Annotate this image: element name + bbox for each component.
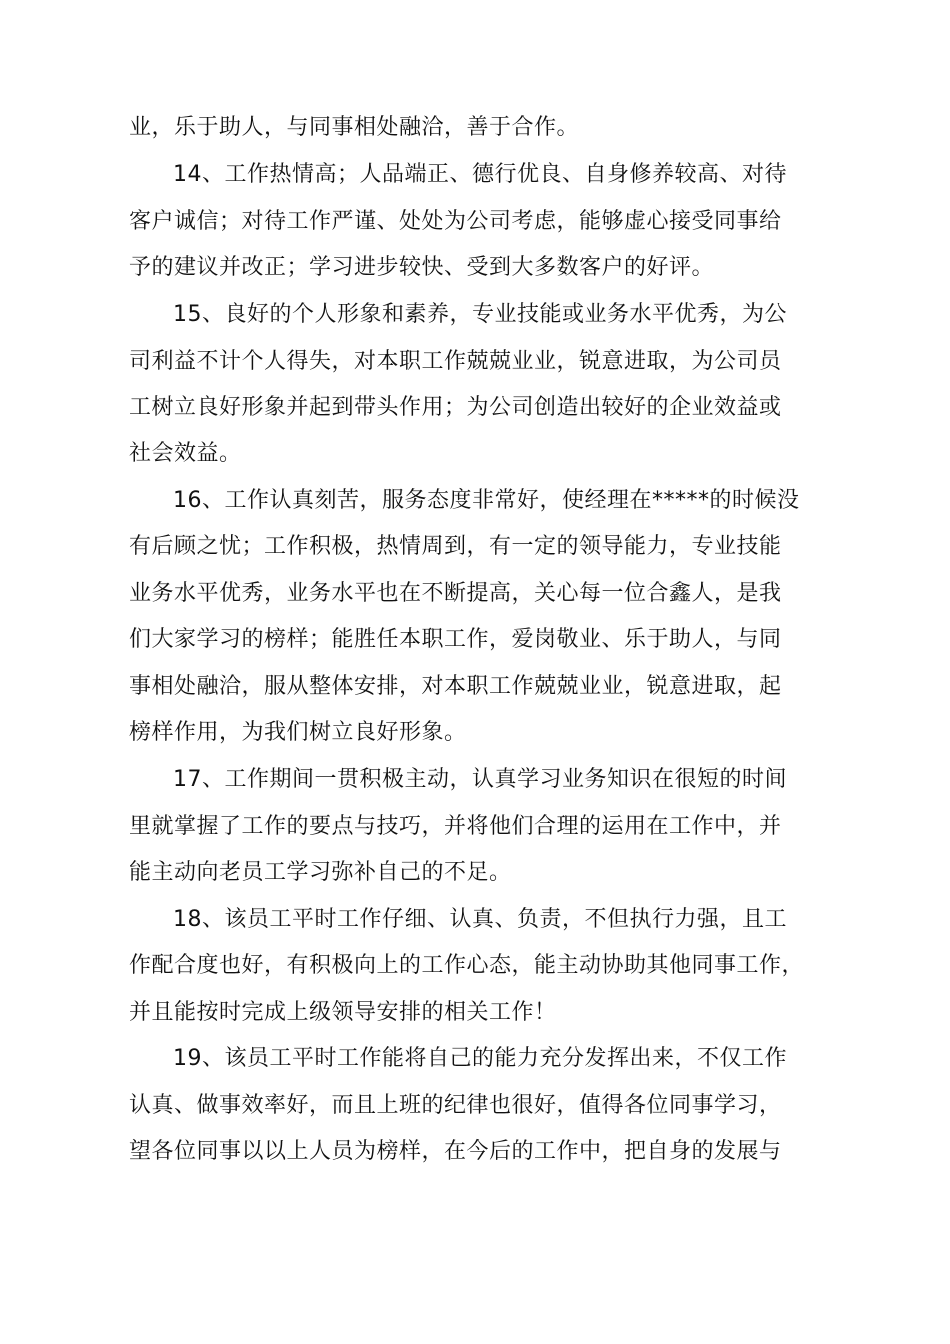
text-line: 工树立良好形象并起到带头作用；为公司创造出较好的企业效益或: [129, 395, 782, 420]
text-line: 业务水平优秀，业务水平也在不断提高，关心每一位合鑫人，是我: [129, 581, 782, 606]
text-line: 业，乐于助人，与同事相处融洽，善于合作。: [129, 115, 580, 140]
text-line: 们大家学习的榜样；能胜任本职工作，爱岗敬业、乐于助人，与同: [129, 627, 782, 652]
text-line: 客户诚信；对待工作严谨、处处为公司考虑，能够虚心接受同事给: [129, 209, 782, 234]
text-line: 望各位同事以以上人员为榜样，在今后的工作中，把自身的发展与: [129, 1139, 782, 1164]
text-line: 里就掌握了工作的要点与技巧，并将他们合理的运用在工作中，并: [129, 814, 782, 839]
text-line: 并且能按时完成上级领导安排的相关工作！: [129, 1000, 557, 1025]
text-line: 能主动向老员工学习弥补自己的不足。: [129, 860, 512, 885]
text-line: 认真、做事效率好，而且上班的纪律也很好，值得各位同事学习，: [129, 1093, 782, 1118]
text-line: 司利益不计个人得失，对本职工作兢兢业业，锐意进取，为公司员: [129, 349, 782, 374]
paragraph-19-first-line: 19、该员工平时工作能将自己的能力充分发挥出来，不仅工作: [173, 1046, 787, 1071]
paragraph-16-first-line: 16、工作认真刻苦，服务态度非常好，使经理在*****的时候没: [173, 488, 800, 513]
paragraph-18-first-line: 18、该员工平时工作仔细、认真、负责，不但执行力强，且工: [173, 907, 787, 932]
text-line: 社会效益。: [129, 441, 242, 466]
paragraph-14-first-line: 14、工作热情高；人品端正、德行优良、自身修养较高、对待: [173, 162, 787, 187]
paragraph-17-first-line: 17、工作期间一贯积极主动，认真学习业务知识在很短的时间: [173, 767, 787, 792]
paragraph-15-first-line: 15、良好的个人形象和素养，专业技能或业务水平优秀，为公: [173, 302, 787, 327]
text-line: 予的建议并改正；学习进步较快、受到大多数客户的好评。: [129, 255, 715, 280]
text-line: 作配合度也好，有积极向上的工作心态，能主动协助其他同事工作，: [129, 953, 805, 978]
text-line: 事相处融洽，服从整体安排，对本职工作兢兢业业，锐意进取，起: [129, 674, 782, 699]
text-line: 榜样作用，为我们树立良好形象。: [129, 720, 467, 745]
text-line: 有后顾之忧；工作积极，热情周到，有一定的领导能力，专业技能: [129, 534, 782, 559]
